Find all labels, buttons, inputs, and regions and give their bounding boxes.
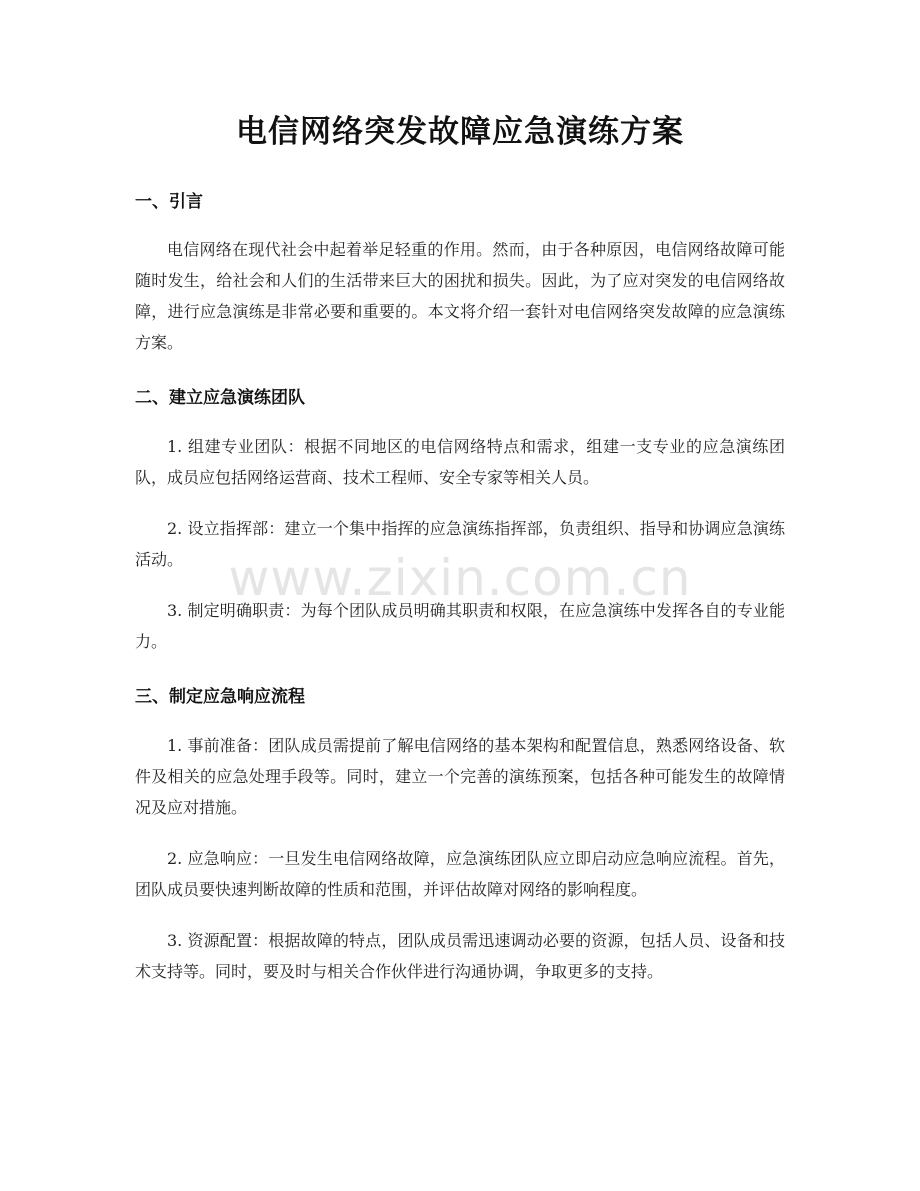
paragraph: 2. 应急响应：一旦发生电信网络故障，应急演练团队应立即启动应急响应流程。首先，团队成员要快速判断故障的性质和范围，并评估故障对网络的影响程度。 (135, 849, 785, 899)
paragraph: 电信网络在现代社会中起着举足轻重的作用。然而，由于各种原因，电信网络故障可能随时发生，给社会和人们的生活带来巨大的困扰和损失。因此，为了应对突发的电信网络故障，进行应急演练是非常必要和重要的。本文将介绍一套针对电信网络突发故障的应急演练方案。 (135, 240, 785, 352)
paragraph: 3. 制定明确职责：为每个团队成员明确其职责和权限，在应急演练中发挥各自的专业能力。 (135, 601, 785, 651)
paragraph: 1. 组建专业团队：根据不同地区的电信网络特点和需求，组建一支专业的应急演练团队，成员应包括网络运营商、技术工程师、安全专家等相关人员。 (135, 437, 785, 487)
section-heading-introduction: 一、引言 (135, 192, 203, 212)
paragraph: 1. 事前准备：团队成员需提前了解电信网络的基本架构和配置信息，熟悉网络设备、软件及相关的应急处理手段等。同时，建立一个完善的演练预案，包括各种可能发生的故障情况及应对措施。 (135, 736, 785, 817)
document-title: 电信网络突发故障应急演练方案 (236, 114, 684, 150)
paragraph: 3. 资源配置：根据故障的特点，团队成员需迅速调动必要的资源，包括人员、设备和技术支持等。同时，要及时与相关合作伙伴进行沟通协调，争取更多的支持。 (135, 931, 785, 981)
watermark: www.zixin.com.cn (228, 549, 692, 607)
section-heading-team: 二、建立应急演练团队 (135, 388, 305, 408)
section-heading-response-process: 三、制定应急响应流程 (135, 687, 305, 707)
paragraph: 2. 设立指挥部：建立一个集中指挥的应急演练指挥部，负责组织、指导和协调应急演练活动。 (135, 519, 785, 569)
